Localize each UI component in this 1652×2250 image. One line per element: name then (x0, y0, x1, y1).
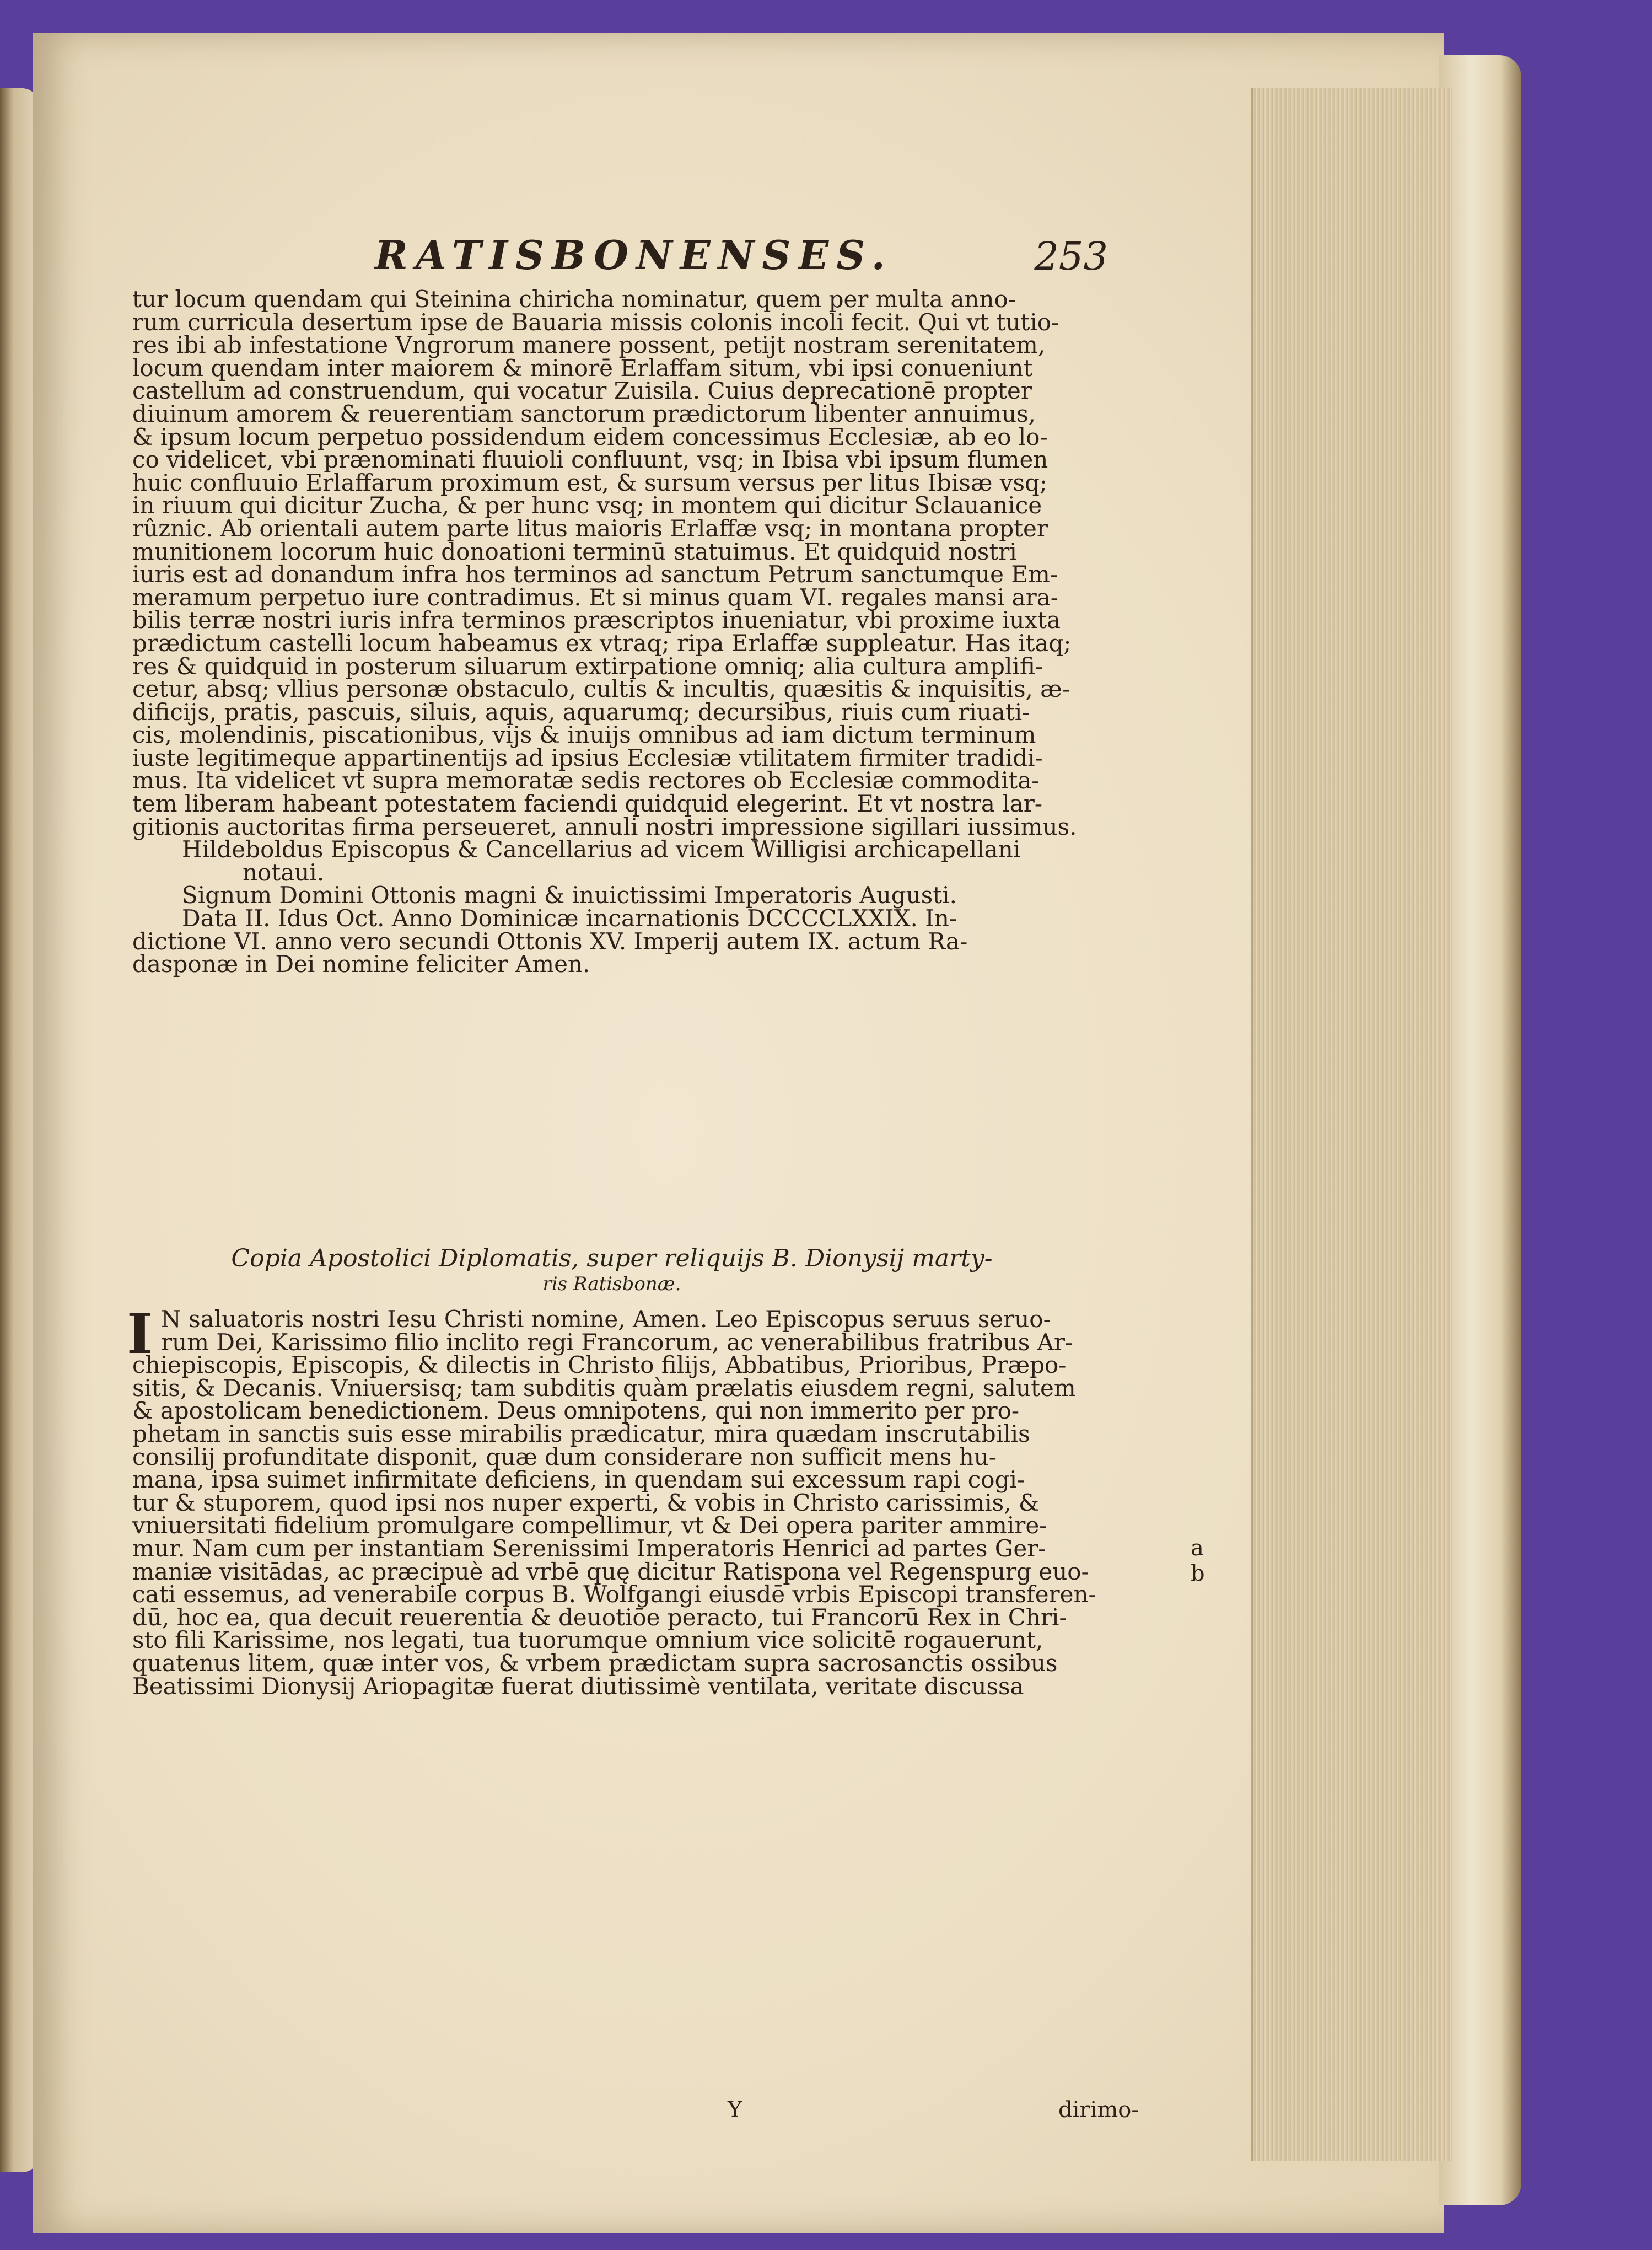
date-line: dasponæ in Dei nomine feliciter Amen. (132, 951, 590, 978)
text-line: & ipsum locum perpetuo possidendum eidem concessimus Ecclesiæ, ab eo lo- (132, 423, 1048, 450)
text-line: tur locum quendam qui Steinina chiricha nominatur, quem per multa anno- (132, 286, 1016, 313)
text-line: bilis terræ nostri iuris infra terminos præscriptos inueniatur, vbi proxime iuxta (132, 606, 1061, 634)
text-line: locum quendam inter maiorem & minorē Erlaffam situm, vbi ipsi conueniunt (132, 354, 1033, 382)
text-line: meramum perpetuo iure contradimus. Et si minus quam VI. regales mansi ara- (132, 583, 1058, 611)
text-line: iuste legitimeque appartinentijs ad ipsius Ecclesiæ vtilitatem firmiter tradidi- (132, 744, 1043, 771)
text-line: quatenus litem, quæ inter vos, & vrbem prædictam supra sacrosanctis ossibus (132, 1649, 1058, 1677)
section-heading-line: Copia Apostolici Diplomatis, super reliquijs B. Dionysij marty- (231, 1244, 993, 1272)
drop-cap: I (127, 1301, 153, 1366)
text-line: res ibi ab infestatione Vngrorum manere possent, petijt nostram serenitatem, (132, 331, 1046, 359)
text-line: in riuum qui dicitur Zucha, & per hunc vsq; in montem qui dicitur Sclauanice (132, 492, 1042, 519)
text-line: mus. Ita videlicet vt supra memoratæ sedis rectores ob Ecclesiæ commodita- (132, 767, 1040, 794)
text-line: munitionem locorum huic donoationi terminū statuimus. Et quidquid nostri (132, 538, 1017, 565)
text-line: Beatissimi Dionysij Ariopagitæ fuerat diutissimè ventilata, veritate discussa (132, 1672, 1024, 1700)
text-line: maniæ visitādas, ac præcipuè ad vrbē quę dicitur Ratispona vel Regenspurg euo- (132, 1558, 1089, 1585)
text-line: cati essemus, ad venerabile corpus B. Wolfgangi eiusdē vrbis Episcopi transferen- (132, 1581, 1096, 1608)
text-line: vniuersitati fidelium promulgare compellimur, vt & Dei opera pariter ammire- (132, 1512, 1047, 1539)
date-line: Data II. Idus Oct. Anno Dominicæ incarnationis DCCCCLXXIX. In- (182, 905, 957, 932)
notaui-line: notaui. (243, 858, 325, 886)
text-line: prædictum castelli locum habeamus ex vtraq; ripa Erlaffæ suppleatur. Has itaq; (132, 629, 1072, 657)
text-line: tur & stuporem, quod ipsi nos nuper experti, & vobis in Christo carissimis, & (132, 1489, 1040, 1516)
text-line: mur. Nam cum per instantiam Serenissimi Imperatoris Henrici ad partes Ger- (132, 1534, 1046, 1562)
signature-mark: Y (728, 2097, 742, 2123)
page-edges (1251, 88, 1452, 2161)
chancellor-line: Hildeboldus Episcopus & Cancellarius ad vicem Willigisi archicapellani (182, 836, 1021, 863)
section-heading (132, 1246, 1091, 1297)
text-line: castellum ad construendum, qui vocatur Zuisila. Cuius deprecationē propter (132, 377, 1032, 405)
text-line: huic confluuio Erlaffarum proximum est, & sursum versus per litus Ibisæ vsq; (132, 469, 1048, 496)
text-line: co videlicet, vbi prænominati fluuioli confluunt, vsq; in Ibisa vbi ipsum flumen (132, 446, 1048, 474)
text-line: sto fili Karissime, nos legati, tua tuorumque omnium vice solicitē rogauerunt, (132, 1626, 1043, 1654)
text-line: rûznic. Ab orientali autem parte litus maioris Erlaffæ vsq; in montana propter (132, 514, 1048, 542)
text-line: rum curricula desertum ipse de Bauaria missis colonis incoli fecit. Qui vt tutio- (132, 308, 1059, 336)
catchword: dirimo- (1058, 2097, 1139, 2123)
text-block (127, 232, 1205, 2123)
margin-note: a b (1191, 1535, 1205, 1586)
text-line: chiepiscopis, Episcopis, & dilectis in Christo filijs, Abbatibus, Prioribus, Præpo- (132, 1351, 1067, 1379)
text-line: diuinum amorem & reuerentiam sanctorum prædictorum libenter annuimus, (132, 400, 1036, 427)
text-line: mana, ipsa suimet infirmitate deficiens, in quendam sui excessum rapi cogi- (132, 1466, 1025, 1494)
text-line: & apostolicam benedictionem. Deus omnipotens, qui non immerito per pro- (132, 1397, 1020, 1425)
text-line: gitionis auctoritas firma perseueret, annuli nostri impressione sigillari iussimus. (132, 813, 1077, 840)
text-line: dificijs, pratis, pascuis, siluis, aquis, aquarumq; decursibus, riuis cum riuati- (132, 698, 1030, 726)
text-line: rum Dei, Karissimo filio inclito regi Francorum, ac venerabilibus fratribus Ar- (161, 1328, 1073, 1356)
page-number: 253 (1034, 234, 1108, 279)
section-heading-line: ris Ratisbonæ. (542, 1273, 681, 1295)
signum-line: Signum Domini Ottonis magni & inuictissimi Imperatoris Augusti. (182, 882, 957, 909)
date-line: dictione VI. anno vero secundi Ottonis XV. Imperij autem IX. actum Ra- (132, 927, 968, 955)
text-line: iuris est ad donandum infra hos terminos ad sanctum Petrum sanctumque Em- (132, 561, 1058, 588)
text-line: phetam in sanctis suis esse mirabilis prædicatur, mira quædam inscrutabilis (132, 1420, 1030, 1447)
page-header (132, 232, 1108, 287)
text-line: tem liberam habeant potestatem faciendi quidquid elegerint. Et vt nostra lar- (132, 790, 1043, 818)
diploma-text (132, 288, 1091, 976)
text-line: sitis, & Decanis. Vniuersisq; tam subditis quàm prælatis eiusdem regni, salutem (132, 1374, 1076, 1401)
running-head: RATISBONENSES. (375, 232, 893, 278)
text-line: cis, molendinis, piscationibus, vijs & inuijs omnibus ad iam dictum terminum (132, 721, 1036, 749)
text-line: N saluatoris nostri Iesu Christi nomine, Amen. Leo Episcopus seruus seruo- (161, 1306, 1051, 1333)
text-line: dū, hoc ea, qua decuit reuerentia & deuotiōe peracto, tui Francorū Rex in Chri- (132, 1603, 1067, 1631)
text-line: res & quidquid in posterum siluarum extirpatione omniq; alia cultura amplifi- (132, 652, 1043, 680)
letter-text (127, 1301, 1096, 1700)
text-line: cetur, absq; vllius personæ obstaculo, cultis & incultis, quæsitis & inquisitis, æ- (132, 675, 1070, 703)
text-line: consilij profunditate disponit, quæ dum considerare non sufficit mens hu- (132, 1443, 997, 1470)
